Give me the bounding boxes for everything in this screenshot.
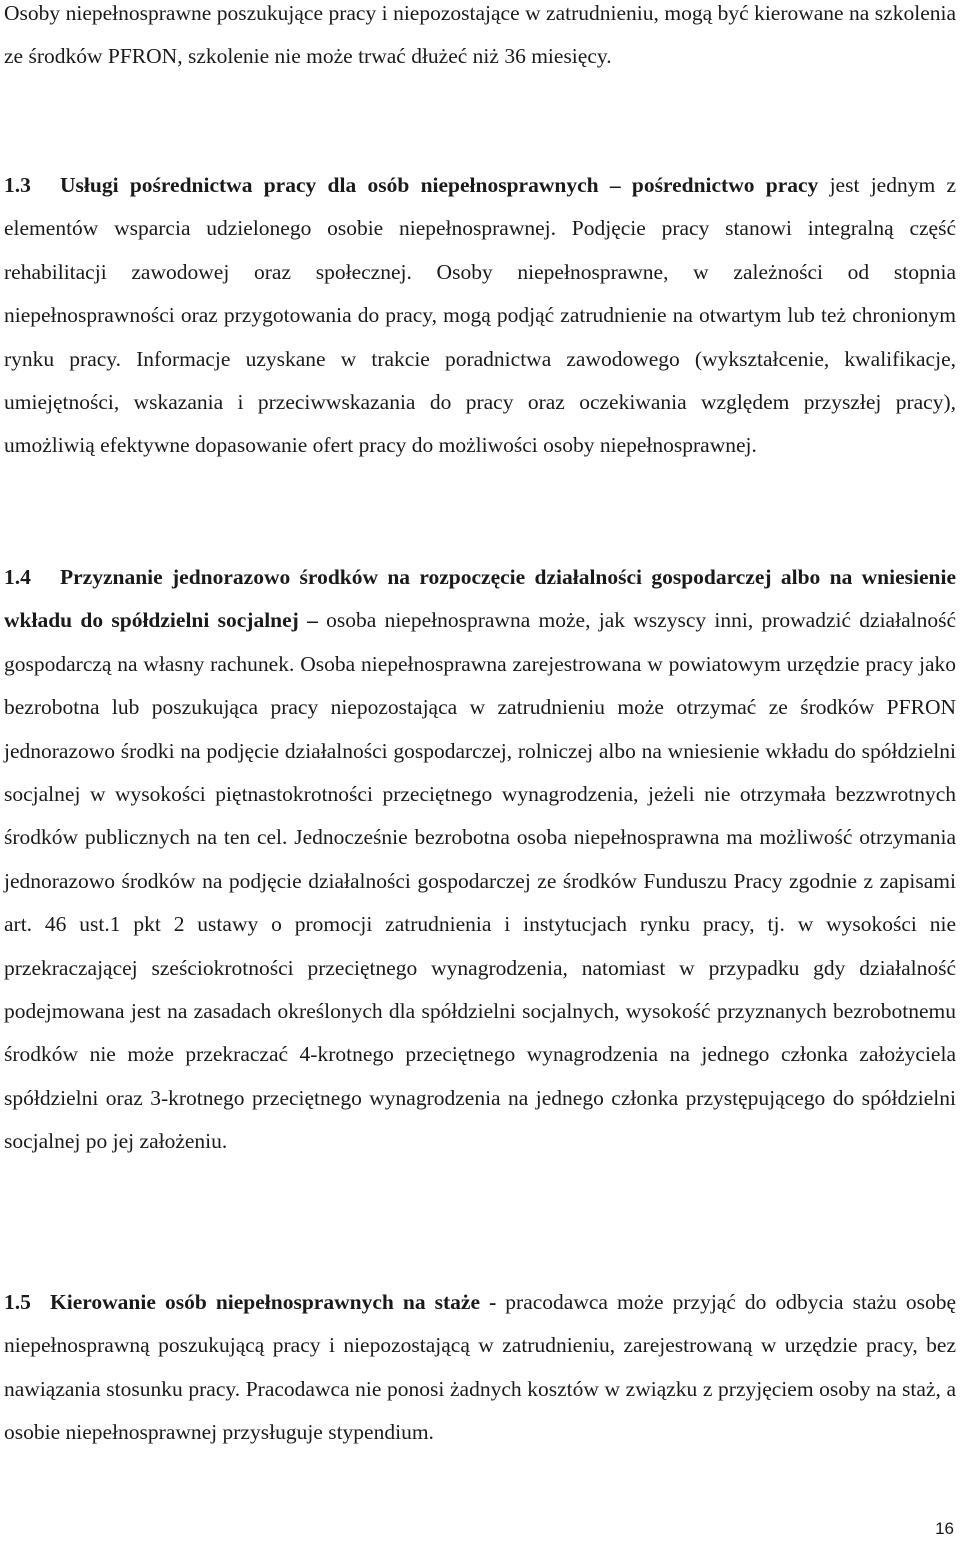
section-title: Kierowanie osób niepełnosprawnych na staże - <box>50 1290 497 1314</box>
section-number: 1.5 <box>4 1290 31 1314</box>
intro-text: Osoby niepełnosprawne poszukujące pracy i niepozostające w zatrudnieniu, mogą być kierowane na szkolenia ze środków PFRON, szkolenie nie może trwać dłużeć niż 36 miesięcy. <box>4 1 956 69</box>
section-1-3-paragraph <box>4 164 956 468</box>
section-body: pracodawca może przyjąć do odbycia stażu osobę niepełnosprawną poszukującą pracy i niepozostającą w zatrudnieniu, zarejestrowaną w urzędzie pracy, bez nawiązania stosunku pracy. Pracodawca nie ponosi żadnych kosztów w związku z przyjęciem osoby na staż, a osobie niepełnosprawnej przysługuje stypendium. <box>4 1290 956 1445</box>
page-number: 16 <box>935 1519 954 1538</box>
intro-paragraph <box>4 0 956 79</box>
section-title: Usługi pośrednictwa pracy dla osób niepełnosprawnych – pośrednictwo pracy <box>60 173 819 197</box>
section-number: 1.4 <box>4 565 31 589</box>
section-body: jest jednym z elementów wsparcia udzielonego osobie niepełnosprawnej. Podjęcie pracy stanowi integralną część rehabilitacji zawodowej oraz społecznej. Osoby niepełnosprawne, w zależności od stopnia niepełnosprawności oraz przygotowania do pracy, mogą podjąć zatrudnienie na otwartym lub też chronionym rynku pracy. Informacje uzyskane w trakcie poradnictwa zawodowego (wykształcenie, kwalifikacje, umiejętności, wskazania i przeciwwskazania do pracy oraz oczekiwania względem przyszłej pracy), umożliwią efektywne dopasowanie ofert pracy do możliwości osoby niepełnosprawnej. <box>4 173 957 458</box>
section-number: 1.3 <box>4 173 31 197</box>
section-1-4-paragraph <box>4 556 956 1164</box>
section-1-5-paragraph <box>4 1281 956 1455</box>
section-title: Przyznanie jednorazowo środków na rozpoczęcie działalności gospodarczej albo na wniesienie wkładu do spółdzielni socjalnej – <box>4 565 956 633</box>
section-body: osoba niepełnosprawna może, jak wszyscy inni, prowadzić działalność gospodarczą na własny rachunek. Osoba niepełnosprawna zarejestrowana w powiatowym urzędzie pracy jako bezrobotna lub poszukująca pracy niepozostająca w zatrudnieniu może otrzymać ze środków PFRON jednorazowo środki na podjęcie działalności gospodarczej, rolniczej albo na wniesienie wkładu do spółdzielni socjalnej w wysokości piętnastokrotności przeciętnego wynagrodzenia, jeżeli nie otrzymała bezzwrotnych środków publicznych na ten cel. Jednocześnie bezrobotna osoba niepełnosprawna ma możliwość otrzymania jednorazowo środków na podjęcie działalności gospodarczej ze środków Funduszu Pracy zgodnie z zapisami art. 46 ust.1 pkt 2 ustawy o promocji zatrudnienia i instytucjach rynku pracy, tj. w wysokości nie przekraczającej sześciokrotności przeciętnego wynagrodzenia, natomiast w przypadku gdy działalność podejmowana jest na zasadach określonych dla spółdzielni socjalnych, wysokość przyznanych bezrobotnemu środków nie może przekraczać 4-krotnego przeciętnego wynagrodzenia na jednego członka założyciela spółdzielni oraz 3-krotnego przeciętnego wynagrodzenia na jednego członka przystępującego do spółdzielni socjalnej po jej założeniu. <box>4 608 957 1154</box>
